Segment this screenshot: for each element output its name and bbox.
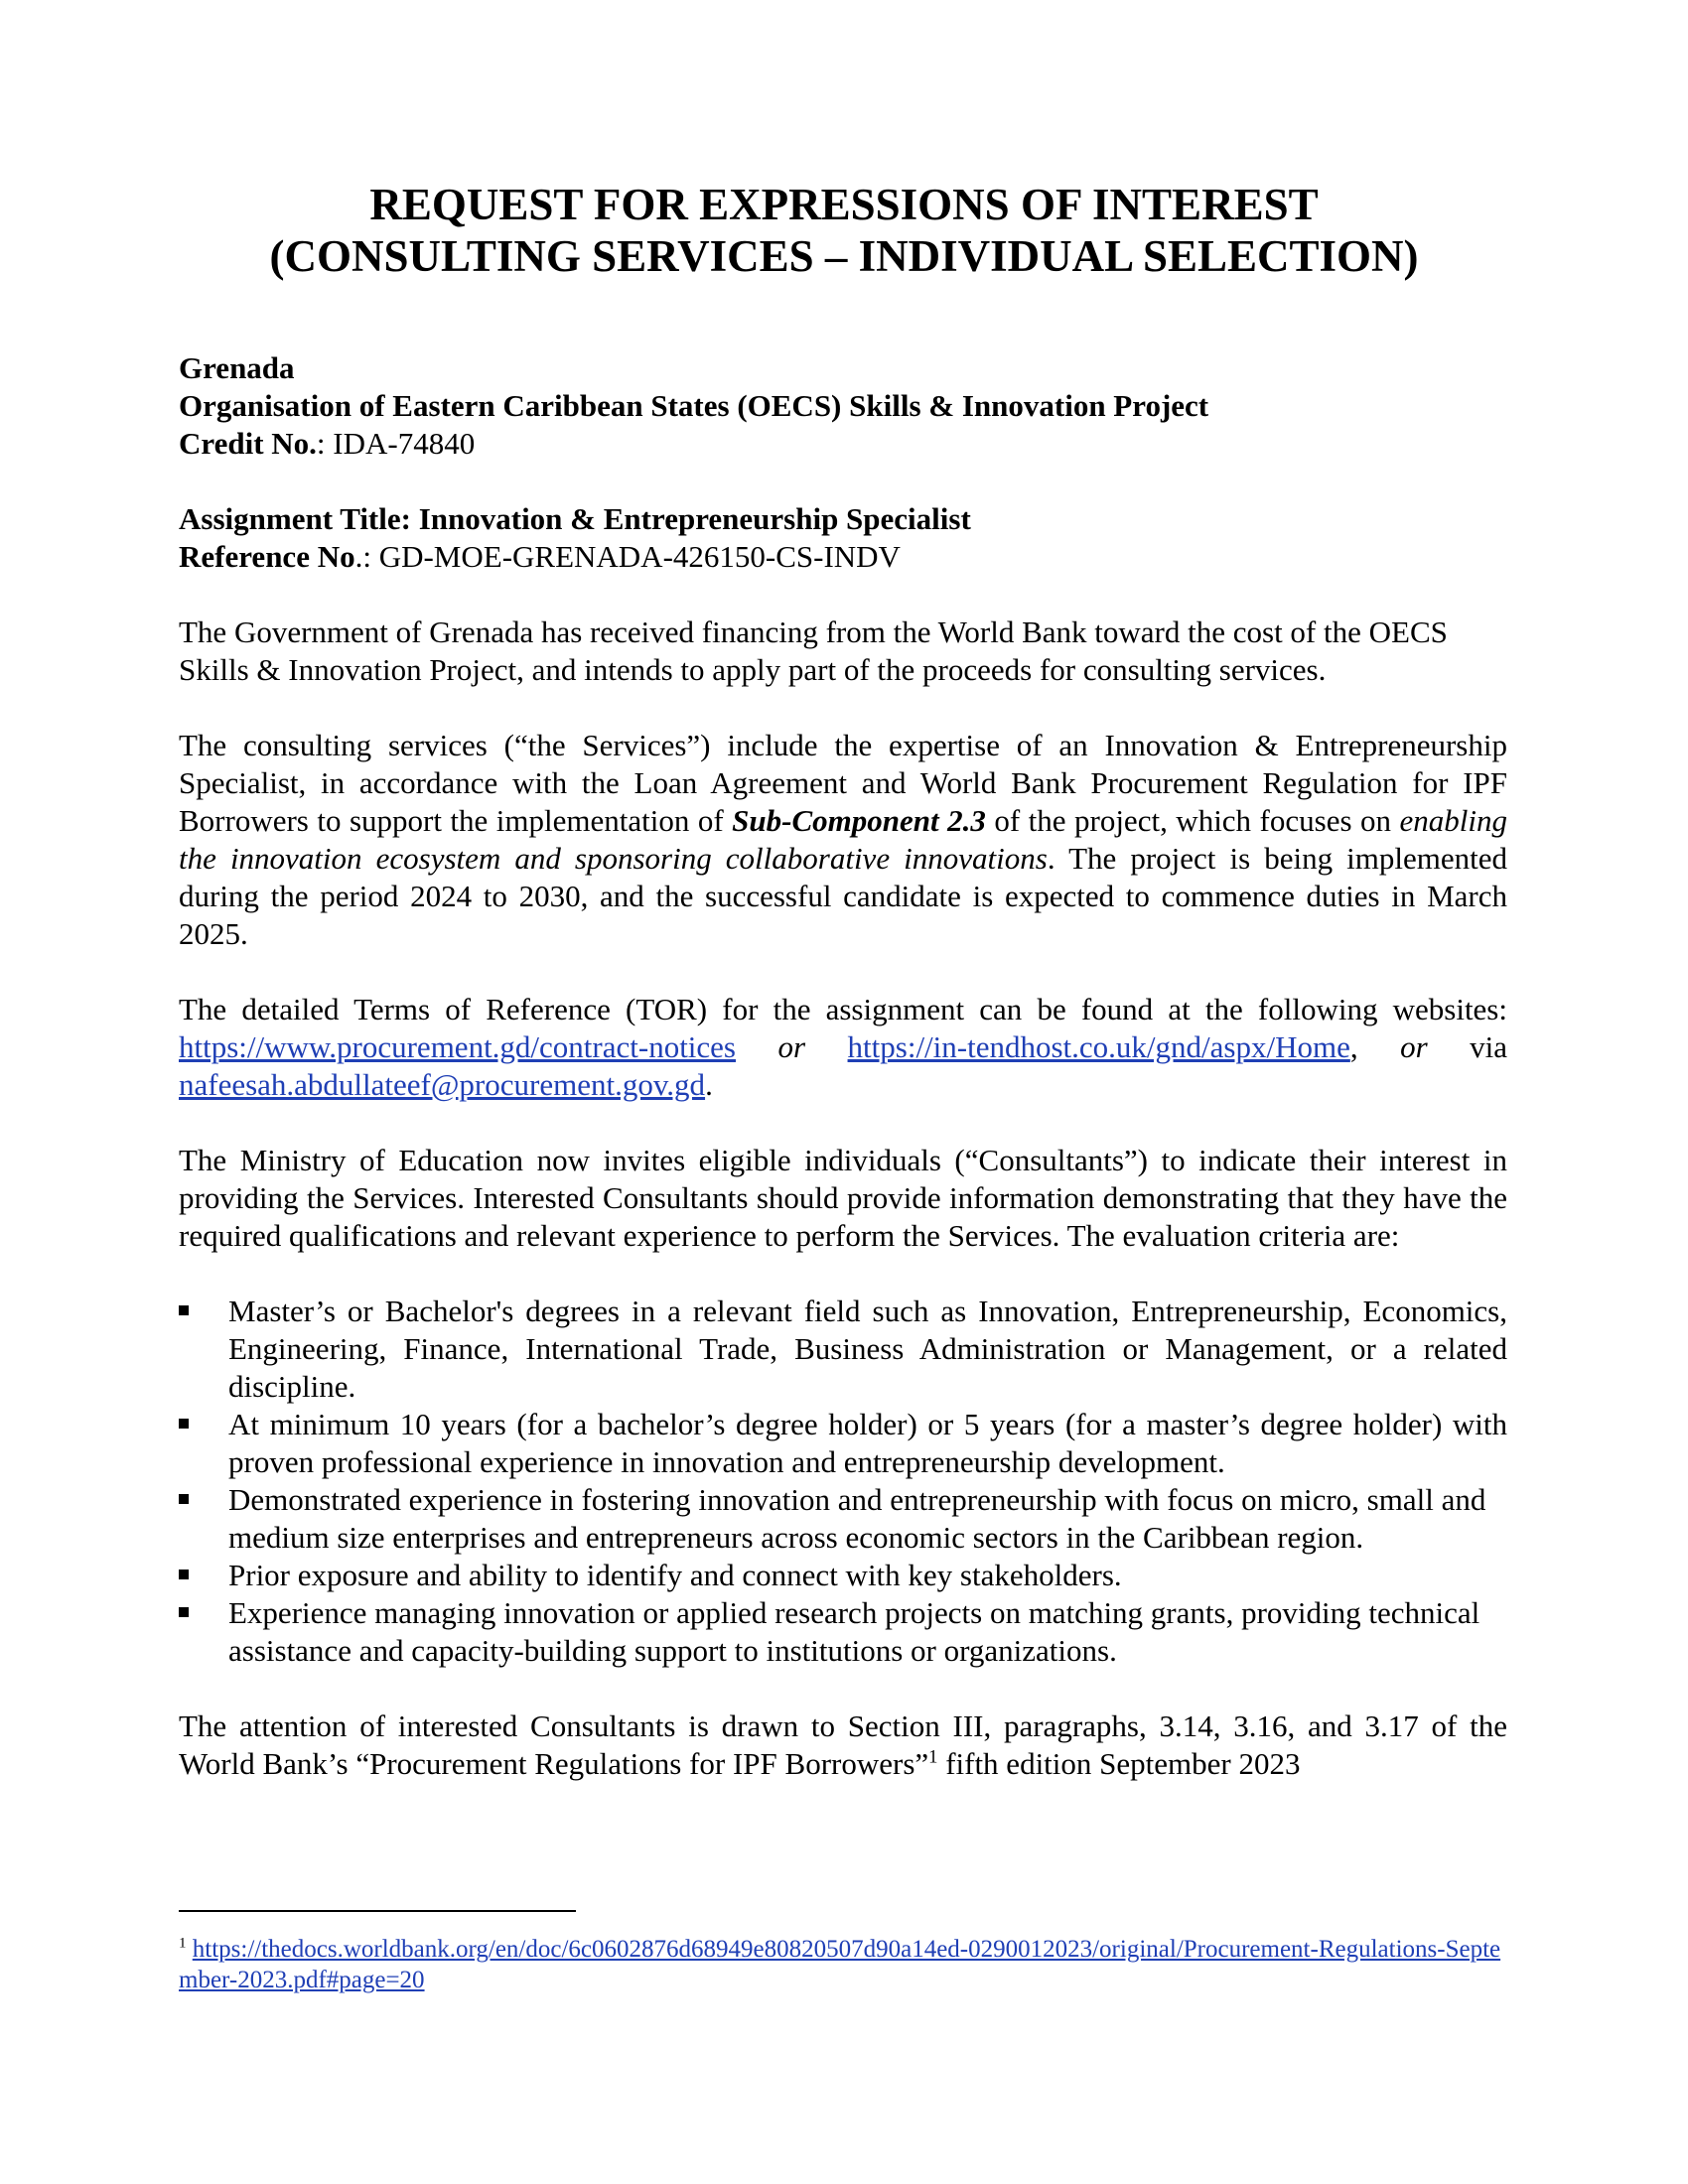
footnote-ref[interactable]: 1 [928,1746,938,1768]
criteria-item: Prior exposure and ability to identify and connect with key stakeholders. [179,1557,1507,1594]
assignment-title: Assignment Title: Innovation & Entrepreneurship Specialist [179,501,971,536]
country: Grenada [179,350,295,385]
footnote [179,1934,1507,1995]
title-line-2: (CONSULTING SERVICES – INDIVIDUAL SELECTION) [269,231,1419,281]
bullet-square-icon [179,1494,189,1504]
title-line-1: REQUEST FOR EXPRESSIONS OF INTEREST [369,180,1319,229]
financing-paragraph: The Government of Grenada has received financing from the World Bank toward the cost of the OECS Skills & Innovation Project, and intends to apply part of the proceeds for consulting services. [179,614,1448,687]
bullet-square-icon [179,1570,189,1579]
credit-label: Credit No. [179,426,317,461]
reference-label: Reference No [179,539,355,574]
reference-line [179,538,1507,576]
criteria-item: At minimum 10 years (for a bachelor’s degree holder) or 5 years (for a master’s degree holder) with proven professional experience in innovation and entrepreneurship development. [179,1406,1507,1481]
email-link[interactable]: nafeesah.abdullateef@procurement.gov.gd [179,1067,706,1102]
document-body [179,349,1507,1783]
reference-value: .: GD-MOE-GRENADA-426150-CS-INDV [354,539,901,574]
project-name: Organisation of Eastern Caribbean States (OECS) Skills & Innovation Project [179,388,1209,423]
bullet-square-icon [179,1305,189,1315]
footnote-separator [179,1910,576,1912]
credit-value: : IDA-74840 [316,426,476,461]
credit-line [179,425,1507,463]
criteria-item: Experience managing innovation or applied research projects on matching grants, providing technical assistance and capacity-building support to institutions or organizations. [179,1594,1507,1670]
intendhost-link[interactable]: https://in-tendhost.co.uk/gnd/aspx/Home [847,1029,1350,1064]
footnote-marker: 1 [179,1935,187,1952]
criteria-item: Master’s or Bachelor's degrees in a relevant field such as Innovation, Entrepreneurship, Economics, Engineering, Finance, International Trade, Business Administration or Management, or a related discipline. [179,1293,1507,1406]
procurement-gd-link[interactable]: https://www.procurement.gd/contract-notices [179,1029,736,1064]
footnote-link[interactable]: https://thedocs.worldbank.org/en/doc/6c0602876d68949e80820507d90a14ed-0290012023/original/Procurement-Regulations-September-2023.pdf#page=20 [179,1936,1501,1993]
criteria-item: Demonstrated experience in fostering innovation and entrepreneurship with focus on micro, small and medium size enterprises and entrepreneurs across economic sectors in the Caribbean region. [179,1481,1507,1557]
focus-text: enabling the innovation ecosystem and sponsoring collaborative innovations [179,803,1507,876]
attention-paragraph: The attention of interested Consultants is drawn to Section III, paragraphs, 3.14, 3.16, and 3.17 of the World Bank’s “Procurement Regulations for IPF Borrowers”$^1$ fifth edition September 2023 [179,1708,1507,1781]
document-title [0,179,1688,282]
bullet-square-icon [179,1607,189,1617]
subcomponent-ref: Sub-Component 2.3 [732,803,986,838]
services-paragraph: The consulting services (“the Services”) include the expertise of an Innovation & Entrepreneurship Specialist, in accordance with the Loan Agreement and World Bank Procurement Regulation for IPF Borrowers to support the implementation of Sub-Component 2.3 of the project, which focuses on enabling the innovation ecosystem and sponsoring collaborative innovations. The project is being implemented during the period 2024 to 2030, and the successful candidate is expected to commence duties in March 2025. [179,728,1507,951]
invitation-paragraph: The Ministry of Education now invites eligible individuals (“Consultants”) to indicate their interest in providing the Services. Interested Consultants should provide information demonstrating that they have the required qualifications and relevant experience to perform the Services. The evaluation criteria are: [179,1143,1507,1253]
bullet-square-icon [179,1419,189,1429]
tor-paragraph: The detailed Terms of Reference (TOR) for the assignment can be found at the following websites: https://www.procurement.gd/contract-notices or https://in-tendhost.co.uk/gnd/aspx/Home, or via nafeesah.abdullateef@procurement.gov.gd. [179,992,1508,1102]
criteria-list [179,1293,1507,1670]
